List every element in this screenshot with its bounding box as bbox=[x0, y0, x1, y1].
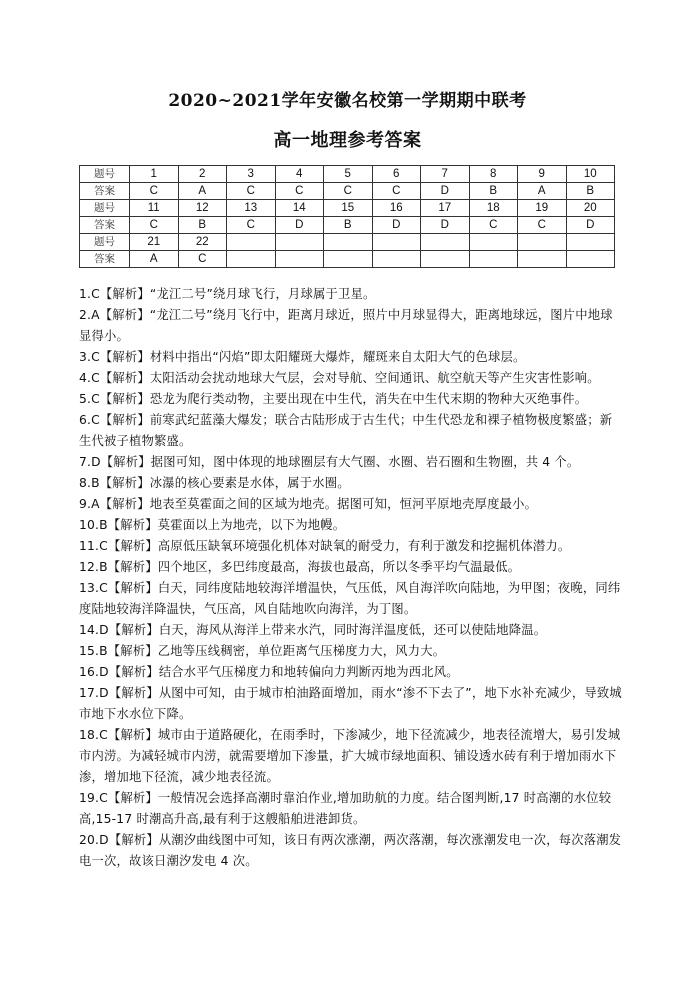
table-cell: D bbox=[372, 217, 421, 234]
table-row bbox=[80, 217, 615, 234]
table-cell bbox=[227, 251, 276, 268]
document-subtitle: 高一地理参考答案 bbox=[273, 130, 422, 151]
table-cell: 3 bbox=[227, 166, 276, 183]
table-cell: 19 bbox=[518, 200, 567, 217]
table-cell: C bbox=[130, 183, 179, 200]
table-cell: 13 bbox=[227, 200, 276, 217]
table-cell: 14 bbox=[275, 200, 324, 217]
row-label: 题号 bbox=[80, 200, 130, 217]
table-cell bbox=[372, 234, 421, 251]
table-row bbox=[80, 166, 615, 183]
table-cell bbox=[566, 251, 615, 268]
explanation-item: 16.D【解析】结合水平气压梯度力和地转偏向力判断丙地为西北风。 bbox=[79, 665, 459, 679]
explanation-item: 20.D【解析】从潮汐曲线图中可知，该日有两次涨潮，两次落潮，每次涨潮发电一次，每次落潮发电一次，故该日潮汐发电 4 次。 bbox=[79, 833, 622, 868]
row-label: 答案 bbox=[80, 183, 130, 200]
table-cell bbox=[227, 234, 276, 251]
explanation-item: 15.B【解析】乙地等压线稠密，单位距离气压梯度力大，风力大。 bbox=[79, 644, 446, 658]
table-cell: 8 bbox=[469, 166, 518, 183]
explanation-item: 8.B【解析】冰瀑的核心要素是水体，属于水圈。 bbox=[79, 476, 350, 490]
explanation-item: 5.C【解析】恐龙为爬行类动物，主要出现在中生代，消失在中生代末期的物种大灭绝事件。 bbox=[79, 392, 588, 406]
table-cell: B bbox=[178, 217, 227, 234]
explanation-item: 11.C【解析】高原低压缺氧环境强化机体对缺氧的耐受力，有利于激发和挖掘机体潜力。 bbox=[79, 539, 571, 553]
table-cell: C bbox=[518, 217, 567, 234]
row-label: 答案 bbox=[80, 217, 130, 234]
answer-table bbox=[79, 165, 615, 268]
explanation-item: 12.B【解析】四个地区，多巴纬度最高，海拔也最高，所以冬季平均气温最低。 bbox=[79, 560, 521, 574]
table-cell: 7 bbox=[421, 166, 470, 183]
table-cell: 16 bbox=[372, 200, 421, 217]
table-cell bbox=[275, 234, 324, 251]
explanation-item: 13.C【解析】白天，同纬度陆地较海洋增温快，气压低，风自海洋吹向陆地，为甲图；夜晚，同纬度陆地较海洋降温快，气压高，风自陆地吹向海洋，为丁图。 bbox=[79, 581, 621, 616]
table-cell: 1 bbox=[130, 166, 179, 183]
table-cell bbox=[275, 251, 324, 268]
table-cell bbox=[566, 234, 615, 251]
table-cell: C bbox=[372, 183, 421, 200]
table-cell bbox=[324, 234, 373, 251]
table-row bbox=[80, 183, 615, 200]
row-label: 题号 bbox=[80, 166, 130, 183]
table-cell bbox=[372, 251, 421, 268]
table-cell: A bbox=[178, 183, 227, 200]
table-cell: 12 bbox=[178, 200, 227, 217]
table-cell: D bbox=[421, 217, 470, 234]
table-cell bbox=[324, 251, 373, 268]
table-cell: 6 bbox=[372, 166, 421, 183]
table-cell: 18 bbox=[469, 200, 518, 217]
table-cell: A bbox=[130, 251, 179, 268]
table-cell: C bbox=[227, 183, 276, 200]
table-cell: B bbox=[469, 183, 518, 200]
table-cell bbox=[469, 234, 518, 251]
table-cell: 21 bbox=[130, 234, 179, 251]
explanation-item: 19.C【解析】一般情况会选择高潮时靠泊作业,增加助航的力度。结合图判断,17 时高潮的水位较高,15-17 时潮高升高,最有利于这艘船舶进港卸货。 bbox=[79, 791, 612, 826]
explanation-item: 9.A【解析】地表至莫霍面之间的区域为地壳。据图可知，恒河平原地壳厚度最小。 bbox=[79, 497, 538, 511]
table-cell bbox=[469, 251, 518, 268]
table-row bbox=[80, 234, 615, 251]
row-label: 答案 bbox=[80, 251, 130, 268]
table-cell: C bbox=[469, 217, 518, 234]
table-cell: D bbox=[275, 217, 324, 234]
table-cell: C bbox=[227, 217, 276, 234]
explanation-item: 4.C【解析】太阳活动会扰动地球大气层，会对导航、空间通讯、航空航天等产生灾害性影响。 bbox=[79, 371, 600, 385]
table-cell: 20 bbox=[566, 200, 615, 217]
table-cell: 5 bbox=[324, 166, 373, 183]
table-cell: 10 bbox=[566, 166, 615, 183]
table-row bbox=[80, 200, 615, 217]
explanation-item: 3.C【解析】材料中指出“闪焰”即太阳耀斑大爆炸，耀斑来自太阳大气的色球层。 bbox=[79, 350, 526, 364]
document-title: 2020~2021学年安徽名校第一学期期中联考 bbox=[168, 91, 527, 111]
explanation-item: 7.D【解析】据图可知，图中体现的地球圈层有大气圈、水圈、岩石圈和生物圈，共 4 个。 bbox=[79, 455, 580, 469]
table-cell: 9 bbox=[518, 166, 567, 183]
table-cell: B bbox=[566, 183, 615, 200]
explanation-item: 18.C【解析】城市由于道路硬化，在雨季时，下渗减少，地下径流减少，地表径流增大，易引发城市内涝。为减轻城市内涝，就需要增加下渗量，扩大城市绿地面积、铺设透水砖有利于增加雨水下渗，增加地下径流，减少地表径流。 bbox=[79, 728, 621, 784]
table-cell bbox=[421, 251, 470, 268]
table-cell: C bbox=[178, 251, 227, 268]
table-cell: A bbox=[518, 183, 567, 200]
table-cell bbox=[518, 251, 567, 268]
row-label: 题号 bbox=[80, 234, 130, 251]
explanation-item: 10.B【解析】莫霍面以上为地壳，以下为地幔。 bbox=[79, 518, 346, 532]
explanation-item: 1.C【解析】“龙江二号”绕月球飞行，月球属于卫星。 bbox=[79, 287, 376, 301]
table-cell: 15 bbox=[324, 200, 373, 217]
table-cell: B bbox=[324, 217, 373, 234]
table-cell: D bbox=[566, 217, 615, 234]
explanation-item: 14.D【解析】白天，海风从海洋上带来水汽，同时海洋温度低，还可以使陆地降温。 bbox=[79, 623, 547, 637]
table-cell bbox=[421, 234, 470, 251]
table-cell bbox=[518, 234, 567, 251]
explanation-item: 2.A【解析】“龙江二号”绕月飞行中，距离月球近，照片中月球显得大，距离地球远，图片中地球显得小。 bbox=[79, 308, 613, 343]
answer-table-body bbox=[80, 166, 615, 268]
table-cell: C bbox=[275, 183, 324, 200]
table-cell: 4 bbox=[275, 166, 324, 183]
table-cell: 17 bbox=[421, 200, 470, 217]
explanation-item: 17.D【解析】从图中可知，由于城市柏油路面增加，雨水“渗不下去了”，地下水补充减少，导致城市地下水水位下降。 bbox=[79, 686, 622, 721]
table-cell: C bbox=[130, 217, 179, 234]
table-cell: C bbox=[324, 183, 373, 200]
table-cell: 22 bbox=[178, 234, 227, 251]
table-cell: D bbox=[421, 183, 470, 200]
explanation-list bbox=[79, 284, 624, 872]
table-row bbox=[80, 251, 615, 268]
table-cell: 2 bbox=[178, 166, 227, 183]
table-cell: 11 bbox=[130, 200, 179, 217]
explanation-item: 6.C【解析】前寒武纪蓝藻大爆发；联合古陆形成于古生代；中生代恐龙和裸子植物极度繁盛；新生代被子植物繁盛。 bbox=[79, 413, 613, 448]
